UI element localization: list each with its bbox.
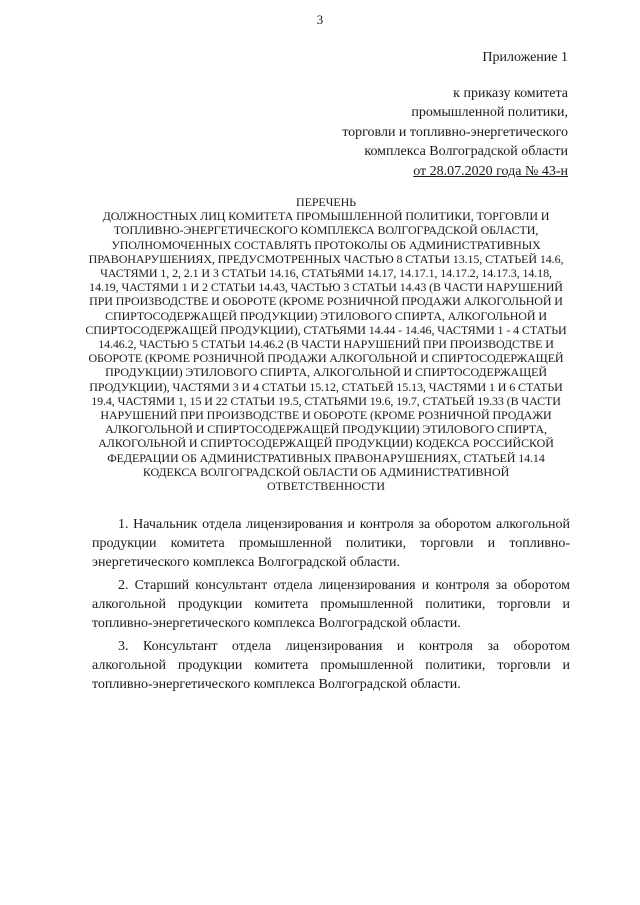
heading-title: ПЕРЕЧЕНЬ: [296, 195, 356, 209]
list-heading: [84, 195, 568, 493]
list-item: 2. Старший консультант отдела лицензирования и контроля за оборотом алкогольной продукции комитета промышленной политики, торговли и топливно-энергетического комплекса Волгоградской области.: [92, 578, 570, 631]
appendix-line: торговли и топливно-энергетического: [342, 124, 568, 140]
appendix-line: промышленной политики,: [411, 105, 568, 120]
appendix-line: комплекса Волгоградской области: [364, 144, 568, 159]
page-number: 3: [316, 12, 324, 27]
list-item: 3. Консультант отдела лицензирования и контроля за оборотом алкогольной продукции комитета промышленной политики, торговли и топливно-энергетического комплекса Волгоградской области.: [92, 639, 570, 692]
appendix-line: к приказу комитета: [453, 85, 568, 101]
officials-list: [92, 515, 570, 698]
appendix-title: Приложение 1: [482, 50, 568, 65]
list-item: 1. Начальник отдела лицензирования и контроля за оборотом алкогольной продукции комитета промышленной политики, торговли и топливно-энергетического комплекса Волгоградской области.: [92, 517, 570, 570]
appendix-block: [342, 48, 568, 181]
appendix-date-line: от 28.07.2020 года № 43-н: [413, 163, 568, 179]
heading-body: ДОЛЖНОСТНЫХ ЛИЦ КОМИТЕТА ПРОМЫШЛЕННОЙ ПОЛИТИКИ, ТОРГОВЛИ И ТОПЛИВНО-ЭНЕРГЕТИЧЕСКОГО КОМПЛЕКСА ВОЛГОГРАДСКОЙ ОБЛАСТИ, УПОЛНОМОЧЕННЫХ СОСТАВЛЯТЬ ПРОТОКОЛЫ ОБ АДМИНИСТРАТИВНЫХ ПРАВОНАРУШЕНИЯХ, ПРЕДУСМОТРЕННЫХ ЧАСТЬЮ 8 СТАТЬИ 13.15, СТАТЬЕЙ 14.6, ЧАСТЯМИ 1, 2, 2.1 И 3 СТАТЬИ 14.16, СТАТЬЯМИ 14.17, 14.17.1, 14.17.2, 14.17.3, 14.18, 14.19, ЧАСТЯМИ 1 И 2 СТАТЬИ 14.43, ЧАСТЬЮ 3 СТАТЬИ 14.43 (В ЧАСТИ НАРУШЕНИЙ ПРИ ПРОИЗВОДСТВЕ И ОБОРОТЕ (КРОМЕ РОЗНИЧНОЙ ПРОДАЖИ АЛКОГОЛЬНОЙ И СПИРТОСОДЕРЖАЩЕЙ ПРОДУКЦИИ) ЭТИЛОВОГО СПИРТА, АЛКОГОЛЬНОЙ И СПИРТОСОДЕРЖАЩЕЙ ПРОДУКЦИИ), СТАТЬЯМИ 14.44 - 14.46, ЧАСТЯМИ 1 - 4 СТАТЬИ 14.46.2, ЧАСТЬЮ 5 СТАТЬИ 14.46.2 (В ЧАСТИ НАРУШЕНИЙ ПРИ ПРОИЗВОДСТВЕ И ОБОРОТЕ (КРОМЕ РОЗНИЧНОЙ ПРОДАЖИ АЛКОГОЛЬНОЙ И СПИРТОСОДЕРЖАЩЕЙ ПРОДУКЦИИ) ЭТИЛОВОГО СПИРТА, АЛКОГОЛЬНОЙ И СПИРТОСОДЕРЖАЩЕЙ ПРОДУКЦИИ), ЧАСТЯМИ 3 И 4 СТАТЬИ 15.12, СТАТЬЕЙ 15.13, ЧАСТЯМИ 1 И 6 СТАТЬИ 19.4, ЧАСТЯМИ 1, 15 И 22 СТАТЬИ 19.5, СТАТЬЯМИ 19.6, 19.7, СТАТЬЕЙ 19.33 (В ЧАСТИ НАРУШЕНИЙ ПРИ ПРОИЗВОДСТВЕ И ОБОРОТЕ (КРОМЕ РОЗНИЧНОЙ ПРОДАЖИ АЛКОГОЛЬНОЙ И СПИРТОСОДЕРЖАЩЕЙ ПРОДУКЦИИ) ЭТИЛОВОГО СПИРТА, АЛКОГОЛЬНОЙ И СПИРТОСОДЕРЖАЩЕЙ ПРОДУКЦИИ) КОДЕКСА РОССИЙСКОЙ ФЕДЕРАЦИИ ОБ АДМИНИСТРАТИВНЫХ ПРАВОНАРУШЕНИЯХ, СТАТЬЕЙ 14.14 КОДЕКСА ВОЛГОГРАДСКОЙ ОБЛАСТИ ОБ АДМИНИСТРАТИВНОЙ ОТВЕТСТВЕННОСТИ: [85, 209, 567, 494]
